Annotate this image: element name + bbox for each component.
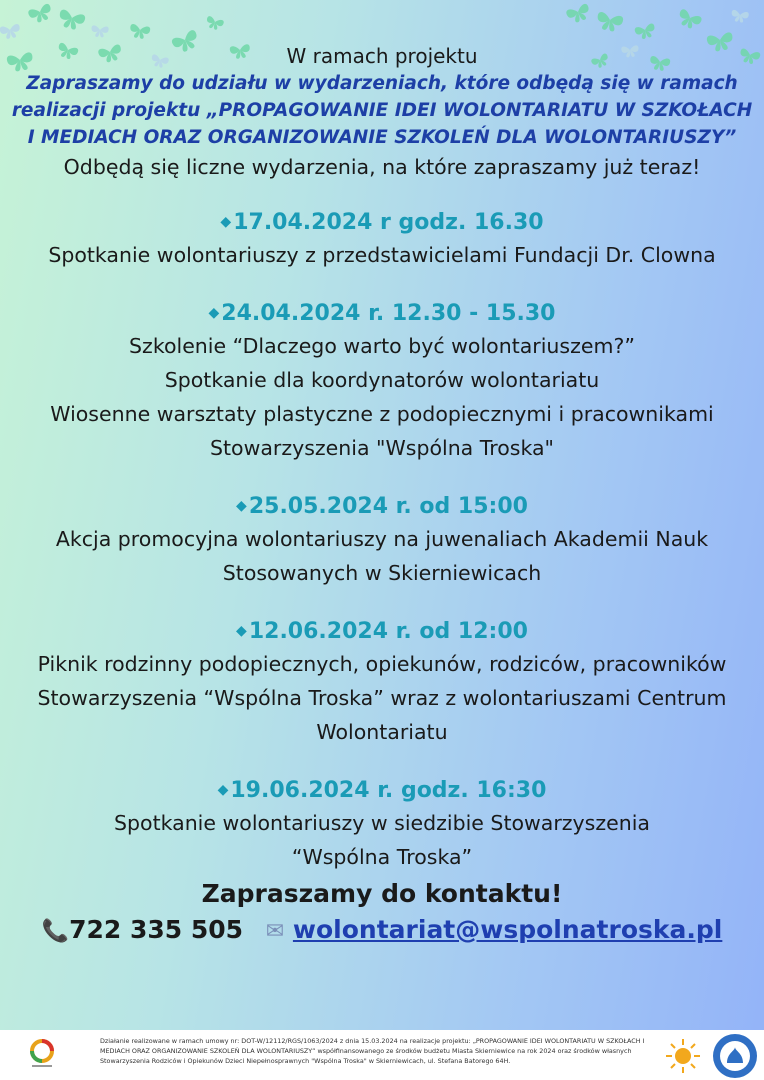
- sun-logo: [662, 1035, 704, 1077]
- event-line: “Wspólna Troska”: [291, 845, 473, 869]
- subtitle: Odbędą się liczne wydarzenia, na które zapraszamy już teraz!: [63, 155, 701, 179]
- event-date: ◆12.06.2024 r. od 12:00: [236, 619, 528, 644]
- association-logo: [712, 1033, 758, 1079]
- invite-line-2: realizacji projektu „PROPAGOWANIE IDEI WOLONTARIATU W SZKOŁACH: [11, 100, 753, 121]
- phone-number[interactable]: 722 335 505: [69, 915, 244, 944]
- event-date: ◆24.04.2024 r. 12.30 - 15.30: [208, 301, 556, 326]
- event-date: ◆19.06.2024 r. godz. 16:30: [217, 778, 547, 803]
- event-3: [0, 491, 764, 590]
- diamond-icon: ◆: [220, 214, 232, 230]
- event-4: [0, 616, 764, 749]
- diamond-icon: ◆: [236, 498, 247, 514]
- footer-funding-text: Działanie realizowane w ramach umowy nr: DOT-W/12112/RGS/1063/2024 z dnia 15.03.2024 na realizacje projektu: „PROPAGOWANIE IDEI WOLONTARIATU W SZKOŁACH I MEDIACH ORAZ ORGANIZOWANIE SZKOLEŃ DLA WOLONTARIUSZY” współfinansowanego ze środków budżetu Miasta Skierniewice na rok 2024 oraz środków własnych Stowarzyszenia Rodziców i Opiekunów Dzieci Niepełnosprawnych "Wspólna Troska" w Skierniewicach, ul. Stefana Batorego 64H.: [100, 1037, 645, 1065]
- event-1: [0, 207, 764, 272]
- diamond-icon: ◆: [208, 305, 220, 321]
- intro-heading: W ramach projektu: [286, 44, 478, 68]
- event-date: ◆25.05.2024 r. od 15:00: [236, 494, 528, 519]
- event-line: Piknik rodzinny podopiecznych, opiekunów, rodziców, pracowników: [37, 652, 727, 676]
- event-date: ◆17.04.2024 r godz. 16.30: [220, 210, 544, 235]
- event-line: Spotkanie wolontariuszy w siedzibie Stowarzyszenia: [114, 811, 650, 835]
- contact-heading: Zapraszamy do kontaktu!: [201, 879, 563, 908]
- event-line: Wiosenne warsztaty plastyczne z podopiecznymi i pracownikami: [50, 402, 714, 426]
- event-line: Stowarzyszenia "Wspólna Troska": [210, 436, 554, 460]
- email-link[interactable]: wolontariat@wspolnatroska.pl: [292, 915, 723, 944]
- event-line: Wolontariatu: [316, 720, 448, 744]
- contact-row: [0, 912, 764, 950]
- diamond-icon: ◆: [217, 782, 229, 798]
- envelope-icon: ✉: [265, 919, 285, 944]
- event-line: Akcja promocyjna wolontariuszy na juwenaliach Akademii Nauk: [55, 527, 709, 551]
- event-line: Stosowanych w Skierniewicach: [222, 561, 542, 585]
- event-line: Spotkanie wolontariuszy z przedstawicielami Fundacji Dr. Clowna: [48, 243, 716, 267]
- footer: [0, 1030, 764, 1080]
- event-line: Spotkanie dla koordynatorów wolontariatu: [164, 368, 600, 392]
- diamond-icon: ◆: [236, 623, 247, 639]
- invite-line-1: Zapraszamy do udziału w wydarzeniach, które odbędą się w ramach: [26, 73, 738, 94]
- phone-icon: 📞: [41, 919, 70, 944]
- event-2: [0, 298, 764, 465]
- city-logo: [28, 1038, 56, 1070]
- invite-line-3: I MEDIACH ORAZ ORGANIZOWANIE SZKOLEŃ DLA WOLONTARIUSZY”: [27, 127, 737, 148]
- poster-content: [0, 42, 764, 950]
- event-line: Stowarzyszenia “Wspólna Troska” wraz z wolontariuszami Centrum: [37, 686, 727, 710]
- event-line: Szkolenie “Dlaczego warto być wolontariuszem?”: [129, 334, 635, 358]
- event-5: [0, 775, 764, 874]
